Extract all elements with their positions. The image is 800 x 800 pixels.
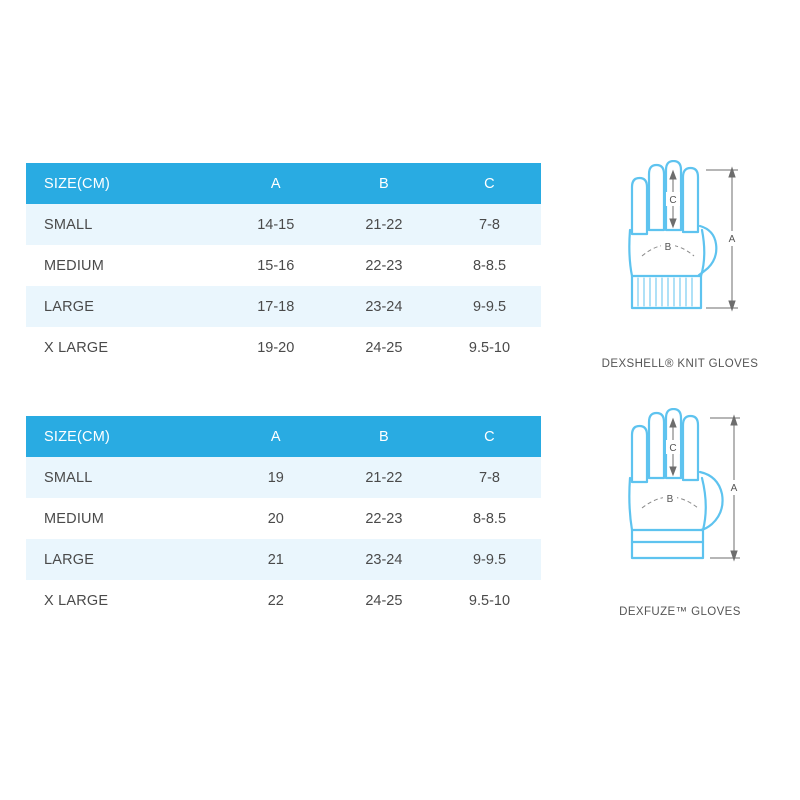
cell-c: 9.5-10 xyxy=(438,580,541,621)
cell-c: 8-8.5 xyxy=(438,498,541,539)
table-header xyxy=(26,416,541,457)
cell-b: 24-25 xyxy=(330,327,438,368)
cell-size: X LARGE xyxy=(26,580,222,621)
table-body xyxy=(26,457,541,621)
label-b: B xyxy=(666,494,674,505)
table-row xyxy=(26,286,541,327)
dexfuze-size-table xyxy=(26,416,541,621)
cell-a: 19 xyxy=(222,457,330,498)
cell-b: 23-24 xyxy=(330,539,438,580)
knit-glove-illustration xyxy=(580,160,780,352)
table-header-row xyxy=(26,416,541,457)
cell-a: 15-16 xyxy=(222,245,330,286)
cell-size: LARGE xyxy=(26,286,222,327)
knit-glove-caption: DEXSHELL® KNIT GLOVES xyxy=(601,358,759,370)
column-header-c: C xyxy=(438,416,541,457)
cell-c: 8-8.5 xyxy=(438,245,541,286)
cell-b: 24-25 xyxy=(330,580,438,621)
column-header-a: A xyxy=(222,163,330,204)
cell-size: SMALL xyxy=(26,457,222,498)
table-row xyxy=(26,204,541,245)
table-row xyxy=(26,327,541,368)
label-c: C xyxy=(669,443,677,454)
cell-b: 22-23 xyxy=(330,498,438,539)
cell-a: 17-18 xyxy=(222,286,330,327)
cell-b: 22-23 xyxy=(330,245,438,286)
cell-b: 21-22 xyxy=(330,204,438,245)
cell-a: 22 xyxy=(222,580,330,621)
cell-c: 9-9.5 xyxy=(438,286,541,327)
cell-b: 21-22 xyxy=(330,457,438,498)
cell-size: X LARGE xyxy=(26,327,222,368)
column-header-a: A xyxy=(222,416,330,457)
knit-size-table xyxy=(26,163,541,368)
cell-a: 21 xyxy=(222,539,330,580)
cell-size: MEDIUM xyxy=(26,245,222,286)
dexfuze-glove-caption: DEXFUZE™ GLOVES xyxy=(619,606,741,618)
label-c: C xyxy=(669,195,677,206)
table-row xyxy=(26,580,541,621)
knit-glove-diagram xyxy=(565,160,795,370)
cell-c: 9-9.5 xyxy=(438,539,541,580)
column-header-size: SIZE(CM) xyxy=(26,163,222,204)
label-b: B xyxy=(664,242,672,253)
cell-a: 19-20 xyxy=(222,327,330,368)
label-a: A xyxy=(730,483,738,494)
column-header-c: C xyxy=(438,163,541,204)
table-row xyxy=(26,245,541,286)
cell-size: LARGE xyxy=(26,539,222,580)
column-header-b: B xyxy=(330,416,438,457)
dexfuze-glove-illustration xyxy=(580,408,780,600)
column-header-b: B xyxy=(330,163,438,204)
dexfuze-glove-diagram xyxy=(565,408,795,618)
cell-a: 14-15 xyxy=(222,204,330,245)
table-row xyxy=(26,539,541,580)
table-header-row xyxy=(26,163,541,204)
table-row xyxy=(26,498,541,539)
table-header xyxy=(26,163,541,204)
cell-size: MEDIUM xyxy=(26,498,222,539)
cell-c: 9.5-10 xyxy=(438,327,541,368)
cell-a: 20 xyxy=(222,498,330,539)
table-row xyxy=(26,457,541,498)
table-body xyxy=(26,204,541,368)
cell-c: 7-8 xyxy=(438,204,541,245)
cell-c: 7-8 xyxy=(438,457,541,498)
label-a: A xyxy=(728,234,736,245)
cell-b: 23-24 xyxy=(330,286,438,327)
cell-size: SMALL xyxy=(26,204,222,245)
column-header-size: SIZE(CM) xyxy=(26,416,222,457)
